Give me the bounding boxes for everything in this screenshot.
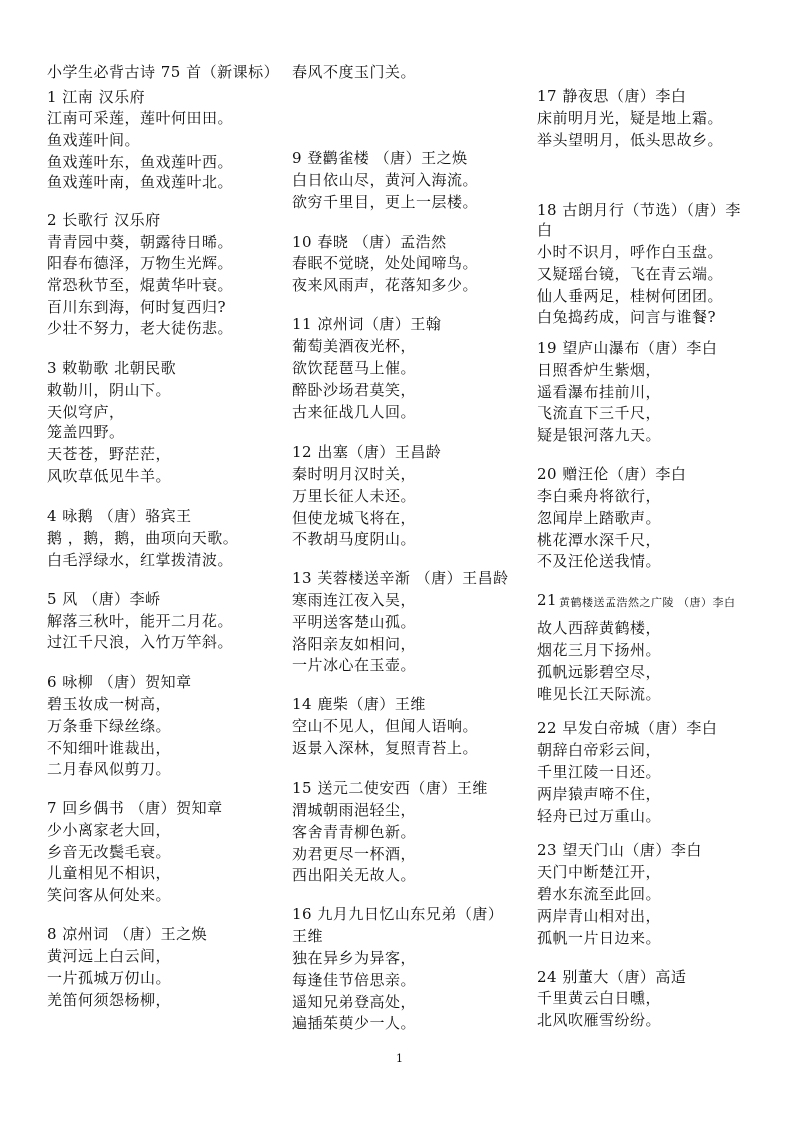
poem-line-p13-l2: 平明送客楚山孤。	[292, 613, 417, 631]
poem-line-p22-l2: 千里江陵一日还。	[537, 763, 662, 781]
poem-line-p17-l1: 床前明月光，疑是地上霜。	[537, 109, 724, 127]
poem-line-p4-l1: 鹅 ，鹅，鹅，曲项向天歌。	[47, 529, 239, 547]
poem-line-p13-l1: 寒雨连江夜入吴，	[292, 591, 417, 609]
poem-line-p3-l4: 天苍苍，野茫茫，	[47, 445, 172, 463]
poem-line-p8-l1: 黄河远上白云间，	[47, 947, 172, 965]
poem-line-p12-l1: 秦时明月汉时关，	[292, 465, 417, 483]
poem-line-p18-title: 18 古朗月行（节选）（唐）李	[537, 201, 741, 219]
poem-line-p11-l3: 醉卧沙场君莫笑，	[292, 381, 417, 399]
poem-line-p21-l4: 唯见长江天际流。	[537, 685, 662, 703]
poem-line-p21-l1: 故人西辞黄鹤楼，	[537, 619, 662, 637]
poem-line-p1-l2: 鱼戏莲叶间。	[47, 131, 141, 149]
poem-line-p15-title: 15 送元二使安西（唐）王维	[292, 779, 488, 797]
poem-line-p11-l1: 葡萄美酒夜光杯，	[292, 337, 417, 355]
poem-line-p15-l4: 西出阳关无故人。	[292, 866, 417, 884]
poem-line-p16-l1: 独在异乡为异客，	[292, 949, 417, 967]
poem-line-p12-title: 12 出塞（唐）王昌龄	[292, 443, 442, 461]
poem-line-p2-l1: 青青园中葵，朝露待日晞。	[47, 233, 234, 251]
poem-line-p3-l3: 笼盖四野。	[47, 423, 125, 441]
poem-line-p2-l4: 百川东到海，何时复西归?	[47, 298, 227, 316]
poem-line-p5-title: 5 风 （唐）李峤	[47, 590, 161, 608]
poem-line-p24-l2: 北风吹雁雪纷纷。	[537, 1011, 662, 1029]
poem-line-p8-l4: 春风不度玉门关。	[292, 63, 417, 81]
poem-line-p22-l4: 轻舟已过万重山。	[537, 807, 662, 825]
poem-line-p9-l1: 白日依山尽，黄河入海流。	[292, 171, 479, 189]
poem-line-p9-title: 9 登鹳雀楼 （唐）王之焕	[292, 149, 468, 167]
poem-line-p21-l2: 烟花三月下扬州。	[537, 641, 662, 659]
poem-line-p16-title: 16 九月九日忆山东兄弟（唐）	[292, 905, 504, 923]
poem-line-p2-l5: 少壮不努力，老大徒伤悲。	[47, 319, 234, 337]
poem-line-p7-l3: 儿童相见不相识，	[47, 864, 172, 882]
poem-line-p17-l2: 举头望明月，低头思故乡。	[537, 131, 724, 149]
poem-line-p18-l4: 白兔捣药成，问言与谁餐?	[537, 308, 717, 326]
poem-line-p5-l2: 过江千尺浪，入竹万竿斜。	[47, 633, 234, 651]
poem-line-p19-title: 19 望庐山瀑布（唐）李白	[537, 339, 718, 357]
poem-line-p19-l3: 飞流直下三千尺，	[537, 404, 662, 422]
poem-line-p6-title: 6 咏柳 （唐）贺知章	[47, 673, 192, 691]
poem-line-p1-l3: 鱼戏莲叶东，鱼戏莲叶西。	[47, 153, 234, 171]
poem-line-p6-l3: 不知细叶谁裁出，	[47, 739, 172, 757]
poem-line-p23-l4: 孤帆一片日边来。	[537, 929, 662, 947]
poem-line-p19-l2: 遥看瀑布挂前川，	[537, 383, 662, 401]
poem-line-p12-l4: 不教胡马度阴山。	[292, 530, 417, 548]
poem-line-p19-l1: 日照香炉生紫烟，	[537, 361, 662, 379]
poem-line-p1-l4: 鱼戏莲叶南，鱼戏莲叶北。	[47, 173, 234, 191]
poem-line-p21-l3: 孤帆远影碧空尽，	[537, 663, 662, 681]
poem-line-p15-l1: 渭城朝雨浥轻尘，	[292, 801, 417, 819]
poem-line-p7-l2: 乡音无改鬓毛衰。	[47, 843, 172, 861]
poem-line-p14-title: 14 鹿柴（唐）王维	[292, 695, 426, 713]
poem-line-p21-title: 黄鹤楼送孟浩然之广陵 （唐）李白	[559, 596, 736, 609]
poem-line-p15-l3: 劝君更尽一杯酒，	[292, 845, 417, 863]
poem-line-p10-l1: 春眠不觉晓，处处闻啼鸟。	[292, 254, 479, 272]
poem-line-p16-l4: 遍插茱萸少一人。	[292, 1014, 417, 1032]
poem-line-p21-num: 21	[537, 591, 558, 609]
poem-line-p7-title: 7 回乡偶书 （唐）贺知章	[47, 799, 223, 817]
poem-line-p3-l1: 敕勒川，阴山下。	[47, 381, 172, 399]
poem-line-p5-l1: 解落三秋叶，能开二月花。	[47, 612, 234, 630]
poem-line-p9-l2: 欲穷千里目，更上一层楼。	[292, 193, 479, 211]
poem-line-p18-l2: 又疑瑶台镜，飞在青云端。	[537, 265, 724, 283]
poem-line-p20-title: 20 赠汪伦（唐）李白	[537, 465, 687, 483]
poem-line-p11-l4: 古来征战几人回。	[292, 403, 417, 421]
poem-line-p3-l2: 天似穹庐，	[47, 403, 125, 421]
poem-line-p16-author: 王维	[292, 927, 324, 945]
poem-line-p18-l3: 仙人垂两足，桂树何团团。	[537, 287, 724, 305]
poem-line-p7-l4: 笑问客从何处来。	[47, 886, 172, 904]
poem-line-p4-l2: 白毛浮绿水，红掌拨清波。	[47, 551, 234, 569]
poem-line-p20-l2: 忽闻岸上踏歌声。	[537, 509, 662, 527]
poem-line-p20-l3: 桃花潭水深千尺，	[537, 531, 662, 549]
poem-line-p14-l2: 返景入深林，复照青苔上。	[292, 739, 479, 757]
poem-line-p4-title: 4 咏鹅 （唐）骆宾王	[47, 507, 192, 525]
poem-line-p13-title: 13 芙蓉楼送辛渐 （唐）王昌龄	[292, 569, 509, 587]
poem-line-p6-l2: 万条垂下绿丝绦。	[47, 717, 172, 735]
poem-line-p20-l1: 李白乘舟将欲行，	[537, 487, 662, 505]
poem-line-p23-l2: 碧水东流至此回。	[537, 885, 662, 903]
poem-line-p23-l1: 天门中断楚江开，	[537, 863, 662, 881]
poem-line-p1-l1: 江南可采莲，莲叶何田田。	[47, 109, 234, 127]
poem-line-p22-title: 22 早发白帝城（唐）李白	[537, 719, 718, 737]
poem-line-p3-title: 3 敕勒歌 北朝民歌	[47, 359, 177, 377]
poem-line-p24-title: 24 别董大（唐）高适	[537, 968, 687, 986]
poem-line-p10-title: 10 春晓 （唐）孟浩然	[292, 233, 447, 251]
poem-line-p13-l3: 洛阳亲友如相问，	[292, 635, 417, 653]
poem-line-p24-l1: 千里黄云白日曛，	[537, 989, 662, 1007]
poem-line-p20-l4: 不及汪伦送我情。	[537, 552, 662, 570]
poem-line-p2-title: 2 长歌行 汉乐府	[47, 211, 161, 229]
poem-line-p6-l1: 碧玉妆成一树高，	[47, 695, 172, 713]
poem-line-p12-l2: 万里长征人未还。	[292, 487, 417, 505]
poem-line-p18-author: 白	[537, 221, 553, 239]
poem-line-header: 小学生必背古诗 75 首（新课标）	[47, 63, 280, 81]
poem-line-p7-l1: 少小离家老大回，	[47, 821, 172, 839]
poem-line-p18-l1: 小时不识月，呼作白玉盘。	[537, 243, 724, 261]
poem-line-p19-l4: 疑是银河落九天。	[537, 426, 662, 444]
poem-line-p8-l3: 羌笛何须怨杨柳，	[47, 991, 172, 1009]
poem-line-p2-l2: 阳春布德泽，万物生光辉。	[47, 254, 234, 272]
poem-line-p16-l3: 遥知兄弟登高处，	[292, 993, 417, 1011]
poem-line-p17-title: 17 静夜思（唐）李白	[537, 87, 687, 105]
page-number: 1	[396, 1052, 403, 1065]
poem-line-p3-l5: 风吹草低见牛羊。	[47, 467, 172, 485]
poem-line-p15-l2: 客舍青青柳色新。	[292, 823, 417, 841]
poem-line-p22-l3: 两岸猿声啼不住，	[537, 785, 662, 803]
poem-line-p2-l3: 常恐秋节至，焜黄华叶衰。	[47, 276, 234, 294]
poem-line-p12-l3: 但使龙城飞将在，	[292, 509, 417, 527]
poem-line-p6-l4: 二月春风似剪刀。	[47, 760, 172, 778]
poem-line-p13-l4: 一片冰心在玉壶。	[292, 656, 417, 674]
poem-line-p23-title: 23 望天门山（唐）李白	[537, 841, 702, 859]
poem-line-p11-l2: 欲饮琵琶马上催。	[292, 359, 417, 377]
poem-line-p8-l2: 一片孤城万仞山。	[47, 969, 172, 987]
poem-line-p11-title: 11 凉州词（唐）王翰	[292, 315, 442, 333]
poem-line-p22-l1: 朝辞白帝彩云间，	[537, 741, 662, 759]
poem-line-p14-l1: 空山不见人，但闻人语响。	[292, 717, 479, 735]
poem-line-p10-l2: 夜来风雨声，花落知多少。	[292, 276, 479, 294]
poem-line-p23-l3: 两岸青山相对出，	[537, 907, 662, 925]
poem-line-p1-title: 1 江南 汉乐府	[47, 88, 146, 106]
poem-line-p16-l2: 每逢佳节倍思亲。	[292, 971, 417, 989]
poem-line-p8-title: 8 凉州词 （唐）王之焕	[47, 925, 208, 943]
